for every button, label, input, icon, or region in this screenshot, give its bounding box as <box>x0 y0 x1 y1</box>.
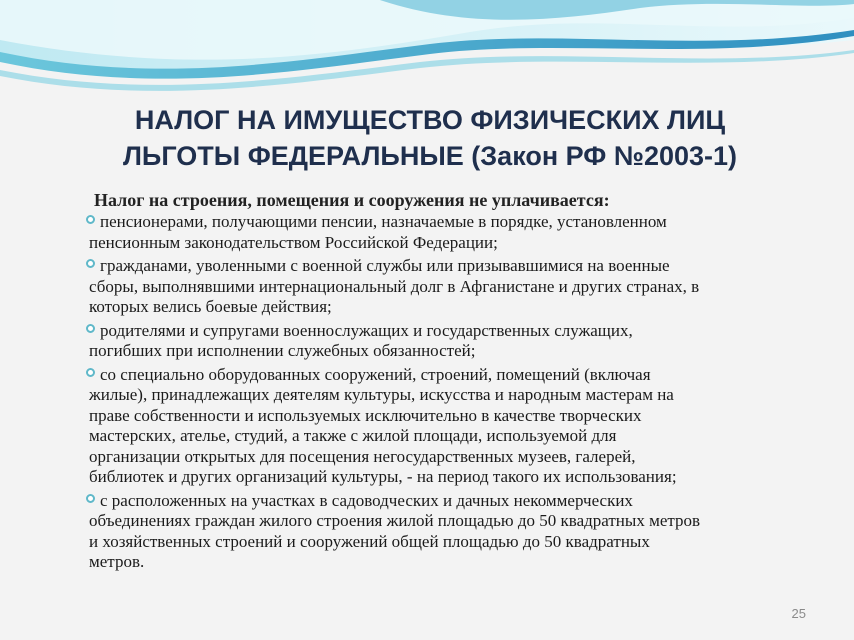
title-line-1: НАЛОГ НА ИМУЩЕСТВО ФИЗИЧЕСКИХ ЛИЦ <box>134 105 726 135</box>
exemption-list <box>87 212 822 576</box>
bullet-icon <box>86 324 95 333</box>
page-number: 25 <box>791 606 806 621</box>
list-item-line: объединениях граждан жилого строения жилой площадью до 50 квадратных метров <box>89 511 701 530</box>
list-item-line: с расположенных на участках в садоводческих и дачных некоммерческих <box>100 490 633 510</box>
list-item-line: сборы, выполнявшими интернациональный долг в Афганистане и других странах, в <box>89 276 700 296</box>
list-item-line: и хозяйственных строений и сооружений общей площадью до 50 квадратных <box>89 531 650 551</box>
list-item-line: родителями и супругами военнослужащих и государственных служащих, <box>100 320 633 340</box>
list-item-line: организации открытых для посещения негосударственных музеев, галерей, <box>89 446 636 466</box>
title-line-2: ЛЬГОТЫ ФЕДЕРАЛЬНЫЕ (Закон РФ №2003-1) <box>122 141 738 171</box>
bullet-icon <box>86 215 95 224</box>
section-subheading: Налог на строения, помещения и сооружения не уплачивается: <box>94 190 610 210</box>
list-item-line: мастерских, ателье, студий, а также с жилой площади, используемой для <box>89 426 617 445</box>
list-item <box>87 212 822 253</box>
list-item <box>87 256 822 318</box>
list-item-line: жилые), принадлежащих деятелям культуры, искусства и народным мастерам на <box>89 385 674 404</box>
list-item <box>87 491 822 573</box>
list-item-line: погибших при исполнении служебных обязанностей; <box>89 341 476 360</box>
list-item-line: которых велись боевые действия; <box>89 297 332 316</box>
list-item <box>87 365 822 488</box>
list-item-line: пенсионным законодательством Российской Федерации; <box>89 232 498 252</box>
list-item-line: пенсионерами, получающими пенсии, назначаемые в порядке, установленном <box>100 212 667 231</box>
header-wave-decoration <box>0 0 854 110</box>
list-item-line: со специально оборудованных сооружений, строений, помещений (включая <box>100 364 651 384</box>
list-item-line: гражданами, уволенными с военной службы или призывавшимися на военные <box>100 256 670 275</box>
slide-title <box>60 102 800 174</box>
list-item-line: праве собственности и используемых исключительно в качестве творческих <box>89 405 642 425</box>
list-item-line: метров. <box>89 552 145 571</box>
bullet-icon <box>86 259 95 268</box>
bullet-icon <box>86 368 95 377</box>
bullet-icon <box>86 494 95 503</box>
list-item-line: библиотек и других организаций культуры, - на период такого их использования; <box>89 467 677 486</box>
list-item <box>87 321 822 362</box>
